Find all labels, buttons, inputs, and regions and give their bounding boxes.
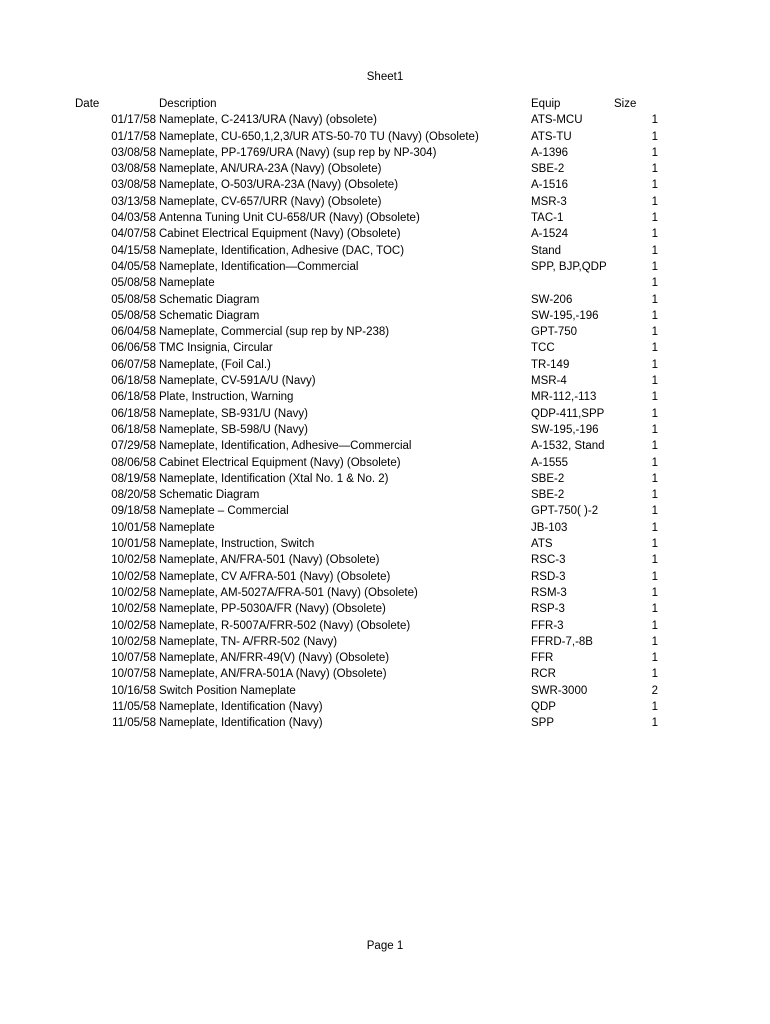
table-row — [0, 243, 770, 259]
cell-date: 05/08/58 — [111, 277, 156, 290]
cell-date: 10/02/58 — [111, 635, 156, 648]
table-row — [0, 552, 770, 568]
cell-equip: QDP-411,SPP — [531, 407, 605, 420]
cell-date: 10/02/58 — [111, 570, 156, 583]
cell-size: 1 — [651, 407, 658, 420]
cell-description: Nameplate, O-503/URA-23A (Navy) (Obsolete) — [159, 179, 399, 192]
cell-size: 1 — [651, 456, 658, 469]
cell-equip: SBE-2 — [531, 163, 565, 176]
cell-description: Nameplate, (Foil Cal.) — [159, 358, 271, 371]
cell-equip: RSC-3 — [531, 554, 566, 567]
table-row — [0, 210, 770, 226]
cell-date: 09/18/58 — [111, 505, 156, 518]
cell-description: Nameplate, CV-657/URR (Navy) (Obsolete) — [159, 195, 382, 208]
table-row — [0, 161, 770, 177]
table-row — [0, 683, 770, 699]
cell-date: 01/17/58 — [111, 114, 156, 127]
cell-size: 1 — [651, 570, 658, 583]
cell-size: 1 — [651, 212, 658, 225]
table-row — [0, 487, 770, 503]
cell-equip: A-1524 — [531, 228, 569, 241]
cell-size: 1 — [651, 195, 658, 208]
cell-size: 1 — [651, 244, 658, 257]
cell-equip: SPP — [531, 717, 555, 730]
table-row — [0, 357, 770, 373]
cell-description: Nameplate, Identification (Navy) — [159, 700, 323, 713]
cell-description: Nameplate, SB-598/U (Navy) — [159, 423, 308, 436]
cell-size: 1 — [651, 179, 658, 192]
table-row — [0, 601, 770, 617]
table-row — [0, 259, 770, 275]
table-row — [0, 422, 770, 438]
cell-date: 04/03/58 — [111, 212, 156, 225]
cell-date: 10/16/58 — [111, 684, 156, 697]
cell-equip: FFRD-7,-8B — [531, 635, 593, 648]
sheet-title: Sheet1 — [366, 71, 404, 83]
header-row — [0, 96, 770, 112]
cell-description: TMC Insignia, Circular — [159, 342, 273, 355]
table-row — [0, 145, 770, 161]
cell-size: 1 — [651, 668, 658, 681]
cell-date: 05/08/58 — [111, 293, 156, 306]
cell-equip: ATS-TU — [531, 130, 572, 143]
cell-size: 1 — [651, 440, 658, 453]
cell-size: 1 — [651, 309, 658, 322]
header-date: Date — [75, 98, 100, 110]
cell-size: 1 — [651, 423, 658, 436]
table-row — [0, 438, 770, 454]
cell-description: Nameplate, PP-1769/URA (Navy) (sup rep by NP-304) — [159, 146, 437, 159]
cell-equip: SPP, BJP,QDP — [531, 260, 607, 273]
cell-description: Nameplate, TN- A/FRR-502 (Navy) — [159, 635, 338, 648]
cell-date: 10/01/58 — [111, 521, 156, 534]
cell-date: 10/02/58 — [111, 554, 156, 567]
cell-description: Nameplate, CU-650,1,2,3/UR ATS-50-70 TU (Navy) (Obsolete) — [159, 130, 479, 143]
cell-description: Nameplate, C-2413/URA (Navy) (obsolete) — [159, 114, 377, 127]
header-description: Description — [159, 98, 217, 110]
cell-equip: RSM-3 — [531, 586, 567, 599]
cell-date: 04/07/58 — [111, 228, 156, 241]
cell-description: Nameplate, PP-5030A/FR (Navy) (Obsolete) — [159, 603, 386, 616]
cell-size: 1 — [651, 521, 658, 534]
table-row — [0, 699, 770, 715]
cell-equip: TCC — [531, 342, 555, 355]
cell-equip: SW-195,-196 — [531, 423, 599, 436]
cell-size: 1 — [651, 293, 658, 306]
cell-equip: A-1555 — [531, 456, 569, 469]
cell-size: 1 — [651, 717, 658, 730]
cell-description: Nameplate, Identification (Xtal No. 1 & No. 2) — [159, 472, 389, 485]
cell-equip: FFR — [531, 652, 554, 665]
cell-date: 11/05/58 — [112, 717, 156, 730]
cell-equip: A-1532, Stand — [531, 440, 605, 453]
cell-equip: GPT-750( )-2 — [531, 505, 599, 518]
cell-size: 1 — [651, 700, 658, 713]
cell-size: 1 — [651, 342, 658, 355]
cell-description: Switch Position Nameplate — [159, 684, 296, 697]
cell-equip: RSD-3 — [531, 570, 566, 583]
cell-size: 1 — [651, 472, 658, 485]
cell-date: 10/07/58 — [111, 668, 156, 681]
cell-size: 1 — [651, 277, 658, 290]
cell-equip: GPT-750 — [531, 326, 578, 339]
cell-description: Nameplate, Identification, Adhesive—Commercial — [159, 440, 412, 453]
cell-description: Schematic Diagram — [159, 293, 260, 306]
cell-date: 11/05/58 — [112, 700, 156, 713]
cell-equip: TAC-1 — [531, 212, 564, 225]
table-row — [0, 129, 770, 145]
cell-equip: Stand — [531, 244, 562, 257]
cell-size: 1 — [651, 505, 658, 518]
page-number: Page 1 — [366, 940, 404, 952]
cell-date: 08/06/58 — [111, 456, 156, 469]
table-row — [0, 618, 770, 634]
table-row — [0, 569, 770, 585]
table-row — [0, 373, 770, 389]
table-row — [0, 520, 770, 536]
cell-equip: RCR — [531, 668, 556, 681]
table-row — [0, 275, 770, 291]
table-row — [0, 536, 770, 552]
cell-date: 06/07/58 — [111, 358, 156, 371]
cell-description: Nameplate, AN/FRR-49(V) (Navy) (Obsolete) — [159, 652, 390, 665]
cell-date: 10/02/58 — [111, 586, 156, 599]
cell-description: Cabinet Electrical Equipment (Navy) (Obsolete) — [159, 228, 401, 241]
cell-description: Nameplate — [159, 521, 215, 534]
cell-equip: SBE-2 — [531, 472, 565, 485]
cell-description: Plate, Instruction, Warning — [159, 391, 294, 404]
cell-date: 06/18/58 — [111, 375, 156, 388]
cell-size: 1 — [651, 375, 658, 388]
cell-date: 10/01/58 — [111, 538, 156, 551]
cell-equip: SWR-3000 — [531, 684, 588, 697]
cell-date: 07/29/58 — [111, 440, 156, 453]
cell-equip: SBE-2 — [531, 489, 565, 502]
cell-description: Nameplate, Identification, Adhesive (DAC, TOC) — [159, 244, 405, 257]
header-size: Size — [614, 98, 637, 110]
cell-equip: SW-206 — [531, 293, 573, 306]
cell-description: Cabinet Electrical Equipment (Navy) (Obsolete) — [159, 456, 401, 469]
table-row — [0, 666, 770, 682]
table-row — [0, 292, 770, 308]
cell-equip: FFR-3 — [531, 619, 564, 632]
cell-description: Antenna Tuning Unit CU-658/UR (Navy) (Obsolete) — [159, 212, 420, 225]
cell-description: Nameplate, CV-591A/U (Navy) — [159, 375, 316, 388]
table-row — [0, 471, 770, 487]
cell-description: Nameplate, Instruction, Switch — [159, 538, 315, 551]
cell-date: 04/15/58 — [111, 244, 156, 257]
cell-description: Schematic Diagram — [159, 309, 260, 322]
cell-description: Nameplate, SB-931/U (Navy) — [159, 407, 308, 420]
cell-description: Schematic Diagram — [159, 489, 260, 502]
cell-size: 1 — [651, 358, 658, 371]
cell-description: Nameplate, AN/FRA-501A (Navy) (Obsolete) — [159, 668, 387, 681]
cell-size: 1 — [651, 114, 658, 127]
cell-description: Nameplate, AM-5027A/FRA-501 (Navy) (Obsolete) — [159, 586, 418, 599]
cell-size: 1 — [651, 586, 658, 599]
cell-equip: ATS — [531, 538, 553, 551]
cell-date: 08/20/58 — [111, 489, 156, 502]
table-row — [0, 194, 770, 210]
cell-equip: A-1516 — [531, 179, 569, 192]
cell-equip: ATS-MCU — [531, 114, 583, 127]
cell-size: 1 — [651, 228, 658, 241]
cell-description: Nameplate, AN/FRA-501 (Navy) (Obsolete) — [159, 554, 380, 567]
cell-equip: TR-149 — [531, 358, 570, 371]
table-row — [0, 177, 770, 193]
table-row — [0, 715, 770, 731]
cell-description: Nameplate, Commercial (sup rep by NP-238) — [159, 326, 390, 339]
cell-equip: MSR-3 — [531, 195, 567, 208]
table-row — [0, 634, 770, 650]
header-equip: Equip — [531, 98, 561, 110]
cell-size: 1 — [651, 130, 658, 143]
cell-date: 03/08/58 — [111, 146, 156, 159]
cell-description: Nameplate, Identification—Commercial — [159, 260, 359, 273]
cell-size: 1 — [651, 603, 658, 616]
cell-description: Nameplate – Commercial — [159, 505, 289, 518]
cell-date: 03/08/58 — [111, 163, 156, 176]
table-row — [0, 324, 770, 340]
cell-size: 1 — [651, 619, 658, 632]
cell-size: 1 — [651, 326, 658, 339]
cell-date: 10/02/58 — [111, 619, 156, 632]
cell-description: Nameplate, CV A/FRA-501 (Navy) (Obsolete) — [159, 570, 391, 583]
cell-date: 08/19/58 — [111, 472, 156, 485]
cell-equip: RSP-3 — [531, 603, 565, 616]
table-row — [0, 455, 770, 471]
cell-size: 1 — [651, 260, 658, 273]
cell-date: 06/04/58 — [111, 326, 156, 339]
cell-date: 10/02/58 — [111, 603, 156, 616]
cell-size: 1 — [651, 489, 658, 502]
table-row — [0, 585, 770, 601]
cell-equip: SW-195,-196 — [531, 309, 599, 322]
table-body — [0, 112, 770, 731]
cell-size: 1 — [651, 163, 658, 176]
cell-date: 03/08/58 — [111, 179, 156, 192]
cell-date: 06/18/58 — [111, 423, 156, 436]
cell-size: 1 — [651, 538, 658, 551]
cell-date: 03/13/58 — [111, 195, 156, 208]
table-row — [0, 226, 770, 242]
cell-size: 1 — [651, 635, 658, 648]
table-row — [0, 340, 770, 356]
cell-description: Nameplate, AN/URA-23A (Navy) (Obsolete) — [159, 163, 382, 176]
cell-description: Nameplate, R-5007A/FRR-502 (Navy) (Obsolete) — [159, 619, 411, 632]
cell-date: 10/07/58 — [111, 652, 156, 665]
table-row — [0, 112, 770, 128]
cell-date: 06/06/58 — [111, 342, 156, 355]
cell-equip: QDP — [531, 700, 556, 713]
cell-date: 06/18/58 — [111, 407, 156, 420]
cell-equip: MR-112,-113 — [531, 391, 597, 404]
cell-size: 2 — [651, 684, 658, 697]
table-row — [0, 503, 770, 519]
cell-description: Nameplate — [159, 277, 215, 290]
table-row — [0, 650, 770, 666]
cell-equip: MSR-4 — [531, 375, 567, 388]
cell-size: 1 — [651, 554, 658, 567]
cell-date: 05/08/58 — [111, 309, 156, 322]
cell-description: Nameplate, Identification (Navy) — [159, 717, 323, 730]
table-row — [0, 406, 770, 422]
cell-size: 1 — [651, 146, 658, 159]
table-row — [0, 308, 770, 324]
cell-size: 1 — [651, 652, 658, 665]
cell-date: 04/05/58 — [111, 260, 156, 273]
cell-date: 06/18/58 — [111, 391, 156, 404]
cell-date: 01/17/58 — [111, 130, 156, 143]
spreadsheet-table — [0, 96, 770, 732]
cell-size: 1 — [651, 391, 658, 404]
cell-equip: A-1396 — [531, 146, 569, 159]
table-row — [0, 389, 770, 405]
cell-equip: JB-103 — [531, 521, 568, 534]
